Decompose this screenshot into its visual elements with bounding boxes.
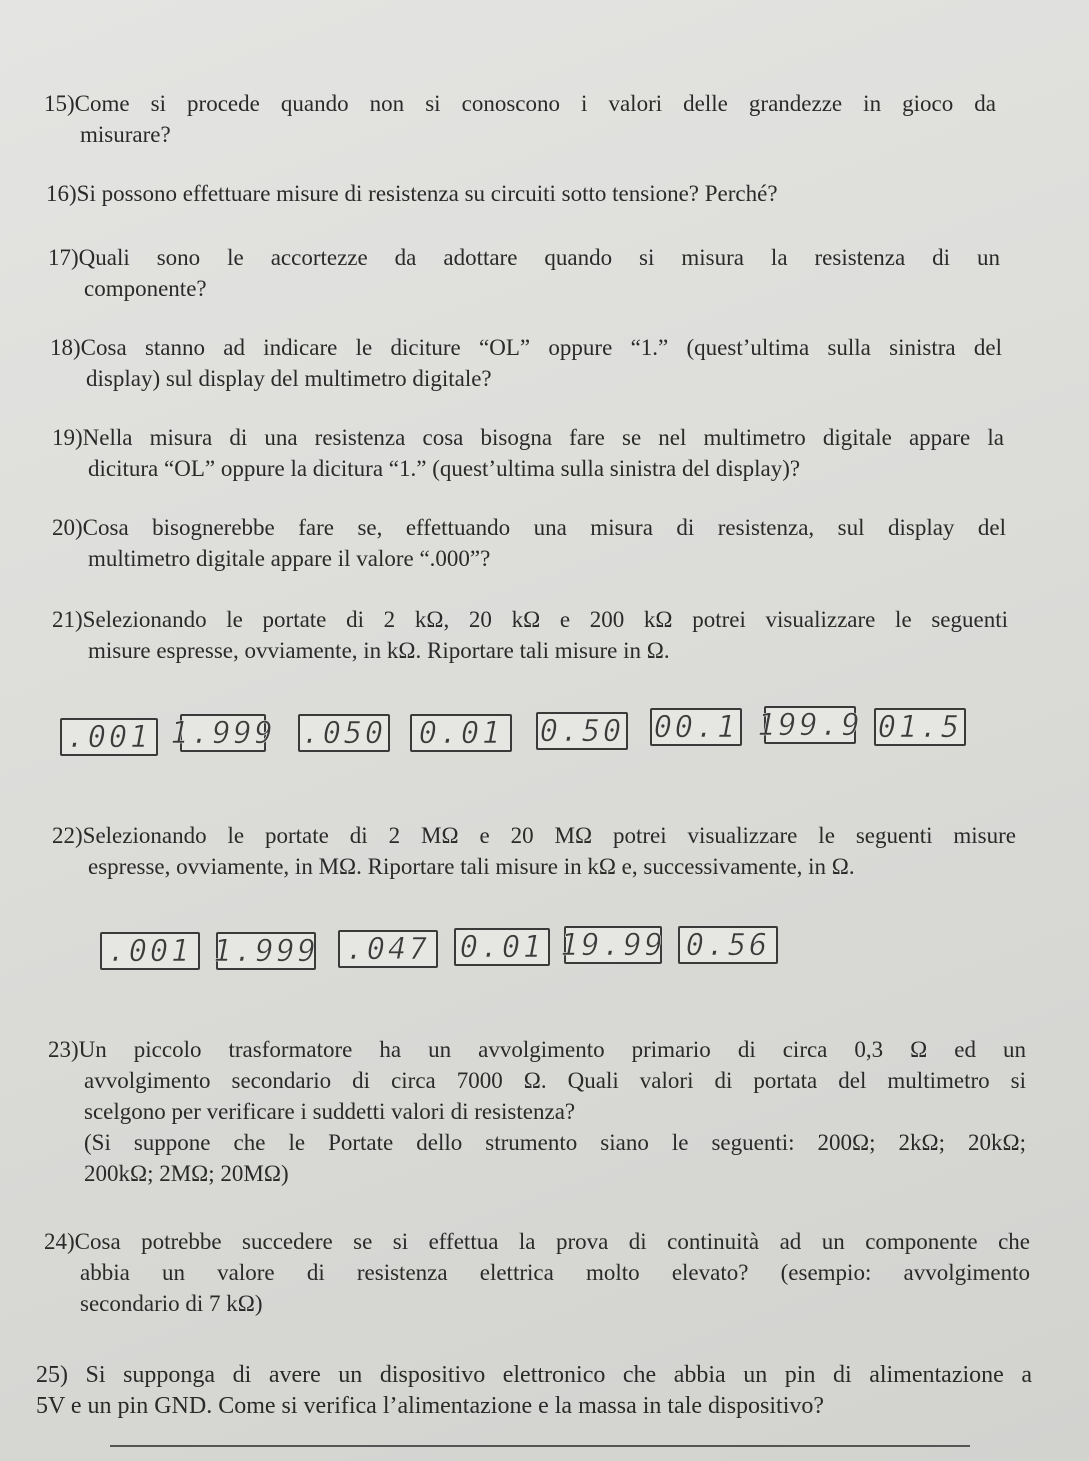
- question-23-line-4: (Si suppone che le Portate dello strumento siano le seguenti: 200Ω; 2kΩ; 20kΩ;: [84, 1130, 1026, 1155]
- lcd-display-21-7: 199.9: [757, 707, 863, 743]
- question-22-line-2: espresse, ovviamente, in MΩ. Riportare tali misure in kΩ e, successivamente, in Ω.: [88, 854, 855, 879]
- question-17: [48, 242, 1000, 304]
- question-23-line-2: avvolgimento secondario di circa 7000 Ω. Quali valori di portata del multimetro si: [84, 1068, 1026, 1093]
- question-16: [46, 178, 946, 209]
- bottom-rule: [110, 1445, 970, 1447]
- question-21-line-2: misure espresse, ovviamente, in kΩ. Riportare tali misure in Ω.: [88, 638, 670, 663]
- question-20: [52, 512, 1006, 574]
- question-21-line-1: 21)Selezionando le portate di 2 kΩ, 20 kΩ e 200 kΩ potrei visualizzare le seguenti: [52, 607, 1008, 632]
- lcd-display-21-6: 00.1: [650, 708, 742, 746]
- question-25: [36, 1360, 1032, 1422]
- question-23-line-1: 23)Un piccolo trasformatore ha un avvolgimento primario di circa 0,3 Ω ed un: [48, 1037, 1026, 1062]
- question-20-line-1: 20)Cosa bisognerebbe fare se, effettuando una misura di resistenza, sul display del: [52, 515, 1006, 540]
- question-23-line-5: 200kΩ; 2MΩ; 20MΩ): [84, 1161, 289, 1186]
- lcd-display-21-1: .001: [60, 718, 158, 756]
- question-24: [44, 1226, 1030, 1319]
- question-18-line-1: 18)Cosa stanno ad indicare le diciture “OL” oppure “1.” (quest’ultima sulla sinistra del: [50, 335, 1002, 360]
- question-25-line-2: 5V e un pin GND. Come si verifica l’alimentazione e la massa in tale dispositivo?: [36, 1393, 825, 1419]
- lcd-display-21-4: 0.01: [410, 714, 512, 752]
- question-19-line-2: dicitura “OL” oppure la dicitura “1.” (quest’ultima sulla sinistra del display)?: [88, 456, 801, 481]
- question-19: [52, 422, 1004, 484]
- question-15-line-1: 15)Come si procede quando non si conoscono i valori delle grandezze in gioco da: [44, 91, 996, 116]
- question-24-line-2: abbia un valore di resistenza elettrica molto elevato? (esempio: avvolgimento: [80, 1260, 1030, 1285]
- question-25-line-1: 25) Si supponga di avere un dispositivo elettronico che abbia un pin di alimentazione a: [36, 1362, 1032, 1388]
- lcd-display-21-3: .050: [298, 714, 390, 752]
- question-20-line-2: multimetro digitale appare il valore “.000”?: [88, 546, 491, 571]
- question-23-line-3: scelgono per verificare i suddetti valori di resistenza?: [84, 1099, 576, 1124]
- lcd-display-22-4: 0.01: [454, 928, 550, 966]
- question-17-line-2: componente?: [84, 276, 207, 301]
- question-24-line-1: 24)Cosa potrebbe succedere se si effettua la prova di continuità ad un componente che: [44, 1229, 1030, 1254]
- lcd-display-22-2: 1.999: [213, 933, 319, 969]
- question-18: [50, 332, 1002, 394]
- lcd-display-21-2: 1.999: [170, 715, 276, 751]
- question-22: [52, 820, 1016, 882]
- lcd-display-21-5: 0.50: [536, 712, 628, 750]
- lcd-display-21-8: 01.5: [874, 708, 966, 746]
- question-24-line-3: secondario di 7 kΩ): [80, 1291, 263, 1316]
- question-22-line-1: 22)Selezionando le portate di 2 MΩ e 20 MΩ potrei visualizzare le seguenti misure: [52, 823, 1016, 848]
- question-19-line-1: 19)Nella misura di una resistenza cosa bisogna fare se nel multimetro digitale appare la: [52, 425, 1004, 450]
- question-17-line-1: 17)Quali sono le accortezze da adottare quando si misura la resistenza di un: [48, 245, 1000, 270]
- question-15-line-2: misurare?: [80, 122, 171, 147]
- lcd-display-22-6: 0.56: [678, 926, 778, 964]
- question-18-line-2: display) sul display del multimetro digitale?: [86, 366, 492, 391]
- lcd-display-22-3: .047: [338, 930, 438, 968]
- question-23: [48, 1034, 1026, 1189]
- question-21: [52, 604, 1008, 666]
- question-15: [44, 88, 996, 150]
- question-16-line-1: 16)Si possono effettuare misure di resistenza su circuiti sotto tensione? Perché?: [46, 181, 778, 206]
- lcd-display-22-5: 19.99: [560, 927, 666, 963]
- lcd-display-22-1: .001: [100, 932, 200, 970]
